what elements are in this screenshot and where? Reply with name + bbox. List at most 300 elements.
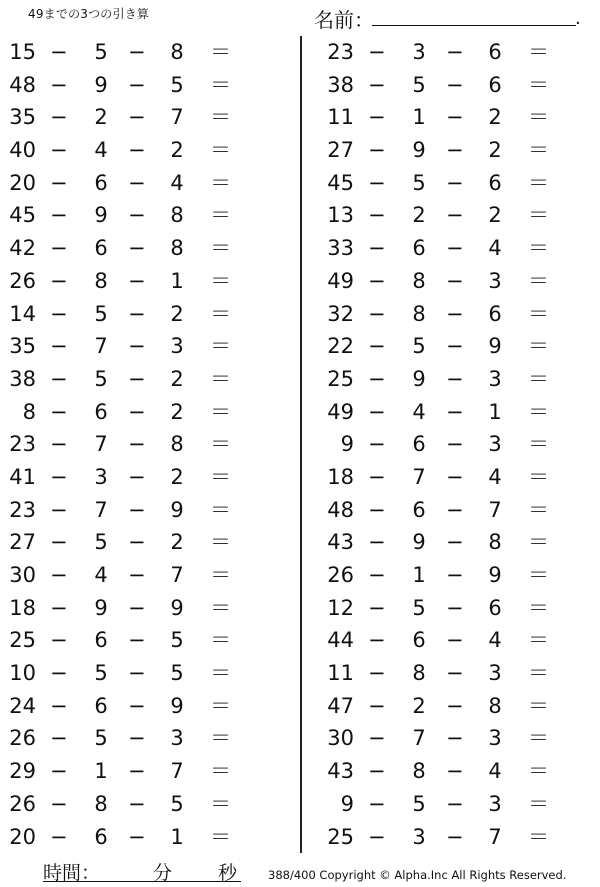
minus-sign: − [50,824,68,849]
minuend: 47 [327,693,354,718]
minus-sign: − [368,40,386,64]
minus-sign: − [128,726,146,751]
minuend: 9 [340,432,354,457]
minus-sign: − [446,759,464,784]
minus-sign: − [128,595,146,620]
minus-sign: − [50,530,68,555]
subtrahend-2: 9 [170,497,184,522]
minus-sign: − [50,236,68,261]
subtrahend-2: 6 [488,170,502,195]
minus-sign: − [50,563,68,587]
minus-sign: − [368,464,386,489]
minus-sign: − [50,759,68,784]
equals-sign: ＝ [210,366,231,391]
minus-sign: − [50,693,68,718]
equals-sign: ＝ [210,432,231,457]
equals-sign: ＝ [210,693,231,718]
minus-sign: − [368,530,386,555]
minus-sign: − [128,40,146,64]
minus-sign: − [446,72,464,97]
subtrahend-2: 5 [170,628,184,653]
minuend: 38 [9,366,36,391]
subtrahend-1: 5 [94,40,108,64]
minuend: 40 [9,138,36,163]
minuend: 23 [9,497,36,522]
subtrahend-1: 1 [412,563,426,587]
minuend: 20 [9,824,36,849]
subtrahend-1: 8 [412,301,426,326]
subtrahend-1: 5 [94,661,108,686]
minus-sign: − [368,138,386,163]
minuend: 48 [9,72,36,97]
subtrahend-1: 1 [412,105,426,130]
seconds-label: 秒 [218,862,238,884]
minuend: 49 [327,268,354,293]
minus-sign: − [128,138,146,163]
minus-sign: − [128,791,146,816]
minus-sign: − [446,203,464,228]
minus-sign: − [50,791,68,816]
minus-sign: − [50,105,68,130]
subtrahend-1: 6 [412,628,426,653]
subtrahend-2: 2 [170,399,184,424]
subtrahend-2: 8 [170,203,184,228]
minuend: 18 [327,464,354,489]
minuend: 45 [9,203,36,228]
minuend: 11 [327,661,354,686]
subtrahend-1: 5 [412,791,426,816]
minus-sign: − [368,563,386,587]
subtrahend-2: 7 [170,105,184,130]
minus-sign: − [368,334,386,359]
equals-sign: ＝ [528,203,549,228]
minus-sign: − [128,497,146,522]
minus-sign: − [128,301,146,326]
minus-sign: − [446,138,464,163]
minuend: 26 [9,268,36,293]
minuend: 41 [9,464,36,489]
copyright-text: 388/400 Copyright © Alpha.Inc All Rights Reserved. [268,868,567,882]
minus-sign: − [368,105,386,130]
minus-sign: − [128,72,146,97]
subtrahend-2: 4 [170,170,184,195]
subtrahend-2: 6 [488,301,502,326]
equals-sign: ＝ [210,661,231,686]
minus-sign: − [128,268,146,293]
subtrahend-1: 7 [94,497,108,522]
subtrahend-1: 8 [412,661,426,686]
subtrahend-1: 7 [94,334,108,359]
subtrahend-2: 8 [170,40,184,64]
minus-sign: − [368,301,386,326]
minus-sign: − [446,105,464,130]
minus-sign: − [368,432,386,457]
minus-sign: − [446,693,464,718]
subtrahend-2: 2 [170,138,184,163]
equals-sign: ＝ [210,824,231,849]
subtrahend-2: 1 [488,399,502,424]
minus-sign: − [50,628,68,653]
equals-sign: ＝ [210,334,231,359]
minus-sign: − [50,464,68,489]
equals-sign: ＝ [528,236,549,261]
subtrahend-2: 3 [488,791,502,816]
minuend: 43 [327,530,354,555]
equals-sign: ＝ [210,301,231,326]
subtrahend-2: 7 [170,759,184,784]
minus-sign: − [368,170,386,195]
minus-sign: − [50,661,68,686]
minus-sign: − [128,399,146,424]
minus-sign: − [368,693,386,718]
equals-sign: ＝ [210,759,231,784]
subtrahend-2: 4 [488,464,502,489]
time-line [43,881,241,882]
minuend: 48 [327,497,354,522]
equals-sign: ＝ [210,203,231,228]
subtrahend-1: 5 [94,301,108,326]
equals-sign: ＝ [210,105,231,130]
subtrahend-2: 3 [488,432,502,457]
minuend: 27 [327,138,354,163]
subtrahend-1: 3 [94,464,108,489]
equals-sign: ＝ [528,693,549,718]
minus-sign: − [368,791,386,816]
subtrahend-2: 8 [170,432,184,457]
minuend: 23 [9,432,36,457]
minuend: 24 [9,693,36,718]
time-label: 時間： [43,862,101,884]
subtrahend-1: 7 [412,726,426,751]
minus-sign: − [50,301,68,326]
subtrahend-2: 5 [170,791,184,816]
subtrahend-1: 4 [412,399,426,424]
subtrahend-1: 5 [412,72,426,97]
minus-sign: − [446,301,464,326]
minus-sign: − [368,726,386,751]
subtrahend-1: 8 [412,268,426,293]
minus-sign: − [50,72,68,97]
equals-sign: ＝ [528,170,549,195]
subtrahend-2: 6 [488,72,502,97]
minus-sign: − [446,399,464,424]
minuend: 23 [327,40,354,64]
minus-sign: − [368,236,386,261]
minus-sign: − [128,236,146,261]
minutes-label: 分 [153,862,173,884]
subtrahend-1: 9 [94,203,108,228]
subtrahend-1: 7 [412,464,426,489]
subtrahend-1: 1 [94,759,108,784]
minuend: 22 [327,334,354,359]
minus-sign: − [368,268,386,293]
subtrahend-2: 3 [488,726,502,751]
subtrahend-2: 9 [170,595,184,620]
minuend: 35 [9,334,36,359]
minuend: 30 [9,563,36,587]
subtrahend-2: 3 [488,661,502,686]
equals-sign: ＝ [528,759,549,784]
minus-sign: − [368,72,386,97]
subtrahend-1: 5 [94,366,108,391]
minus-sign: − [446,530,464,555]
equals-sign: ＝ [210,791,231,816]
equals-sign: ＝ [210,138,231,163]
equals-sign: ＝ [210,497,231,522]
minus-sign: − [446,40,464,64]
name-label: 名前： [314,8,374,32]
subtrahend-1: 6 [94,399,108,424]
subtrahend-1: 8 [94,268,108,293]
equals-sign: ＝ [528,595,549,620]
minus-sign: − [368,399,386,424]
equals-sign: ＝ [528,105,549,130]
subtrahend-2: 1 [170,268,184,293]
minus-sign: − [368,203,386,228]
equals-sign: ＝ [528,791,549,816]
equals-sign: ＝ [528,497,549,522]
equals-sign: ＝ [528,563,549,587]
minus-sign: − [446,628,464,653]
subtrahend-1: 7 [94,432,108,457]
subtrahend-1: 3 [412,824,426,849]
minus-sign: − [128,530,146,555]
minuend: 15 [9,40,36,64]
minus-sign: − [128,105,146,130]
subtrahend-2: 5 [170,72,184,97]
minus-sign: − [50,138,68,163]
subtrahend-1: 9 [94,72,108,97]
equals-sign: ＝ [528,366,549,391]
minus-sign: − [368,824,386,849]
minuend: 18 [9,595,36,620]
equals-sign: ＝ [528,334,549,359]
subtrahend-2: 4 [488,759,502,784]
equals-sign: ＝ [210,170,231,195]
subtrahend-2: 2 [488,138,502,163]
subtrahend-1: 6 [412,236,426,261]
minus-sign: − [446,464,464,489]
subtrahend-1: 8 [412,759,426,784]
minuend: 25 [327,824,354,849]
subtrahend-1: 6 [94,170,108,195]
minuend: 20 [9,170,36,195]
subtrahend-1: 4 [94,563,108,587]
minus-sign: − [128,824,146,849]
subtrahend-2: 8 [170,236,184,261]
minus-sign: − [368,497,386,522]
minuend: 35 [9,105,36,130]
minuend: 26 [9,791,36,816]
minus-sign: − [446,563,464,587]
minus-sign: − [50,203,68,228]
subtrahend-2: 2 [170,530,184,555]
subtrahend-2: 1 [170,824,184,849]
equals-sign: ＝ [210,628,231,653]
minus-sign: − [446,236,464,261]
minuend: 45 [327,170,354,195]
name-field-line[interactable] [372,25,576,26]
equals-sign: ＝ [528,824,549,849]
minus-sign: − [50,399,68,424]
subtrahend-1: 6 [94,824,108,849]
subtrahend-2: 2 [170,366,184,391]
subtrahend-2: 4 [488,236,502,261]
minuend: 44 [327,628,354,653]
subtrahend-1: 9 [412,530,426,555]
minuend: 26 [9,726,36,751]
equals-sign: ＝ [528,301,549,326]
minus-sign: − [128,628,146,653]
minus-sign: − [50,432,68,457]
subtrahend-2: 3 [170,334,184,359]
subtrahend-1: 9 [94,595,108,620]
minuend: 13 [327,203,354,228]
minus-sign: − [50,595,68,620]
minus-sign: − [50,170,68,195]
subtrahend-1: 4 [94,138,108,163]
minus-sign: − [446,726,464,751]
minuend: 9 [340,791,354,816]
minuend: 42 [9,236,36,261]
subtrahend-1: 6 [412,497,426,522]
minus-sign: − [368,661,386,686]
minuend: 29 [9,759,36,784]
worksheet-title: 49までの3つの引き算 [28,7,150,21]
minus-sign: − [368,595,386,620]
equals-sign: ＝ [528,72,549,97]
subtrahend-2: 3 [170,726,184,751]
subtrahend-1: 6 [94,693,108,718]
minuend: 43 [327,759,354,784]
equals-sign: ＝ [210,40,231,64]
minuend: 33 [327,236,354,261]
minus-sign: − [446,334,464,359]
equals-sign: ＝ [528,399,549,424]
minus-sign: − [128,563,146,587]
subtrahend-2: 4 [488,628,502,653]
subtrahend-1: 5 [94,530,108,555]
subtrahend-2: 7 [488,824,502,849]
minus-sign: − [368,628,386,653]
minuend: 25 [327,366,354,391]
minus-sign: − [50,268,68,293]
minus-sign: − [128,693,146,718]
subtrahend-1: 2 [94,105,108,130]
equals-sign: ＝ [528,661,549,686]
minus-sign: − [368,366,386,391]
subtrahend-2: 3 [488,366,502,391]
minus-sign: − [50,497,68,522]
equals-sign: ＝ [210,268,231,293]
equals-sign: ＝ [528,726,549,751]
subtrahend-1: 5 [412,170,426,195]
minuend: 32 [327,301,354,326]
subtrahend-2: 9 [488,563,502,587]
subtrahend-2: 8 [488,693,502,718]
equals-sign: ＝ [528,628,549,653]
minus-sign: − [446,170,464,195]
minuend: 12 [327,595,354,620]
equals-sign: ＝ [528,40,549,64]
subtrahend-1: 9 [412,366,426,391]
minuend: 38 [327,72,354,97]
minuend: 49 [327,399,354,424]
subtrahend-1: 8 [94,791,108,816]
equals-sign: ＝ [210,399,231,424]
equals-sign: ＝ [528,464,549,489]
minus-sign: − [50,40,68,64]
subtrahend-2: 2 [488,203,502,228]
minus-sign: − [50,366,68,391]
subtrahend-2: 8 [488,530,502,555]
subtrahend-1: 6 [94,628,108,653]
equals-sign: ＝ [210,595,231,620]
equals-sign: ＝ [210,464,231,489]
subtrahend-2: 7 [488,497,502,522]
minus-sign: − [128,661,146,686]
subtrahend-1: 5 [412,334,426,359]
subtrahend-2: 6 [488,40,502,64]
equals-sign: ＝ [528,268,549,293]
minuend: 10 [9,661,36,686]
subtrahend-1: 6 [412,432,426,457]
minus-sign: − [128,464,146,489]
minus-sign: − [368,759,386,784]
minuend: 11 [327,105,354,130]
minus-sign: − [50,726,68,751]
minus-sign: − [446,268,464,293]
minuend: 26 [327,563,354,587]
equals-sign: ＝ [528,138,549,163]
minuend: 25 [9,628,36,653]
equals-sign: ＝ [210,236,231,261]
subtrahend-2: 9 [170,693,184,718]
minus-sign: − [446,595,464,620]
subtrahend-1: 2 [412,203,426,228]
minus-sign: − [128,170,146,195]
subtrahend-1: 5 [412,595,426,620]
minus-sign: − [128,203,146,228]
minus-sign: − [446,791,464,816]
subtrahend-2: 2 [488,105,502,130]
subtrahend-1: 9 [412,138,426,163]
subtrahend-2: 6 [488,595,502,620]
subtrahend-1: 2 [412,693,426,718]
subtrahend-2: 2 [170,464,184,489]
subtrahend-2: 9 [488,334,502,359]
equals-sign: ＝ [210,72,231,97]
equals-sign: ＝ [528,432,549,457]
minus-sign: − [446,824,464,849]
minus-sign: − [446,661,464,686]
column-divider [300,36,302,853]
subtrahend-1: 3 [412,40,426,64]
minuend: 8 [22,399,36,424]
minus-sign: − [446,366,464,391]
minuend: 27 [9,530,36,555]
equals-sign: ＝ [210,530,231,555]
subtrahend-2: 5 [170,661,184,686]
minus-sign: − [128,334,146,359]
equals-sign: ＝ [210,563,231,587]
name-field-end: . [575,8,581,29]
minus-sign: − [446,497,464,522]
minus-sign: − [128,432,146,457]
minus-sign: − [128,759,146,784]
subtrahend-1: 6 [94,236,108,261]
minus-sign: − [446,432,464,457]
